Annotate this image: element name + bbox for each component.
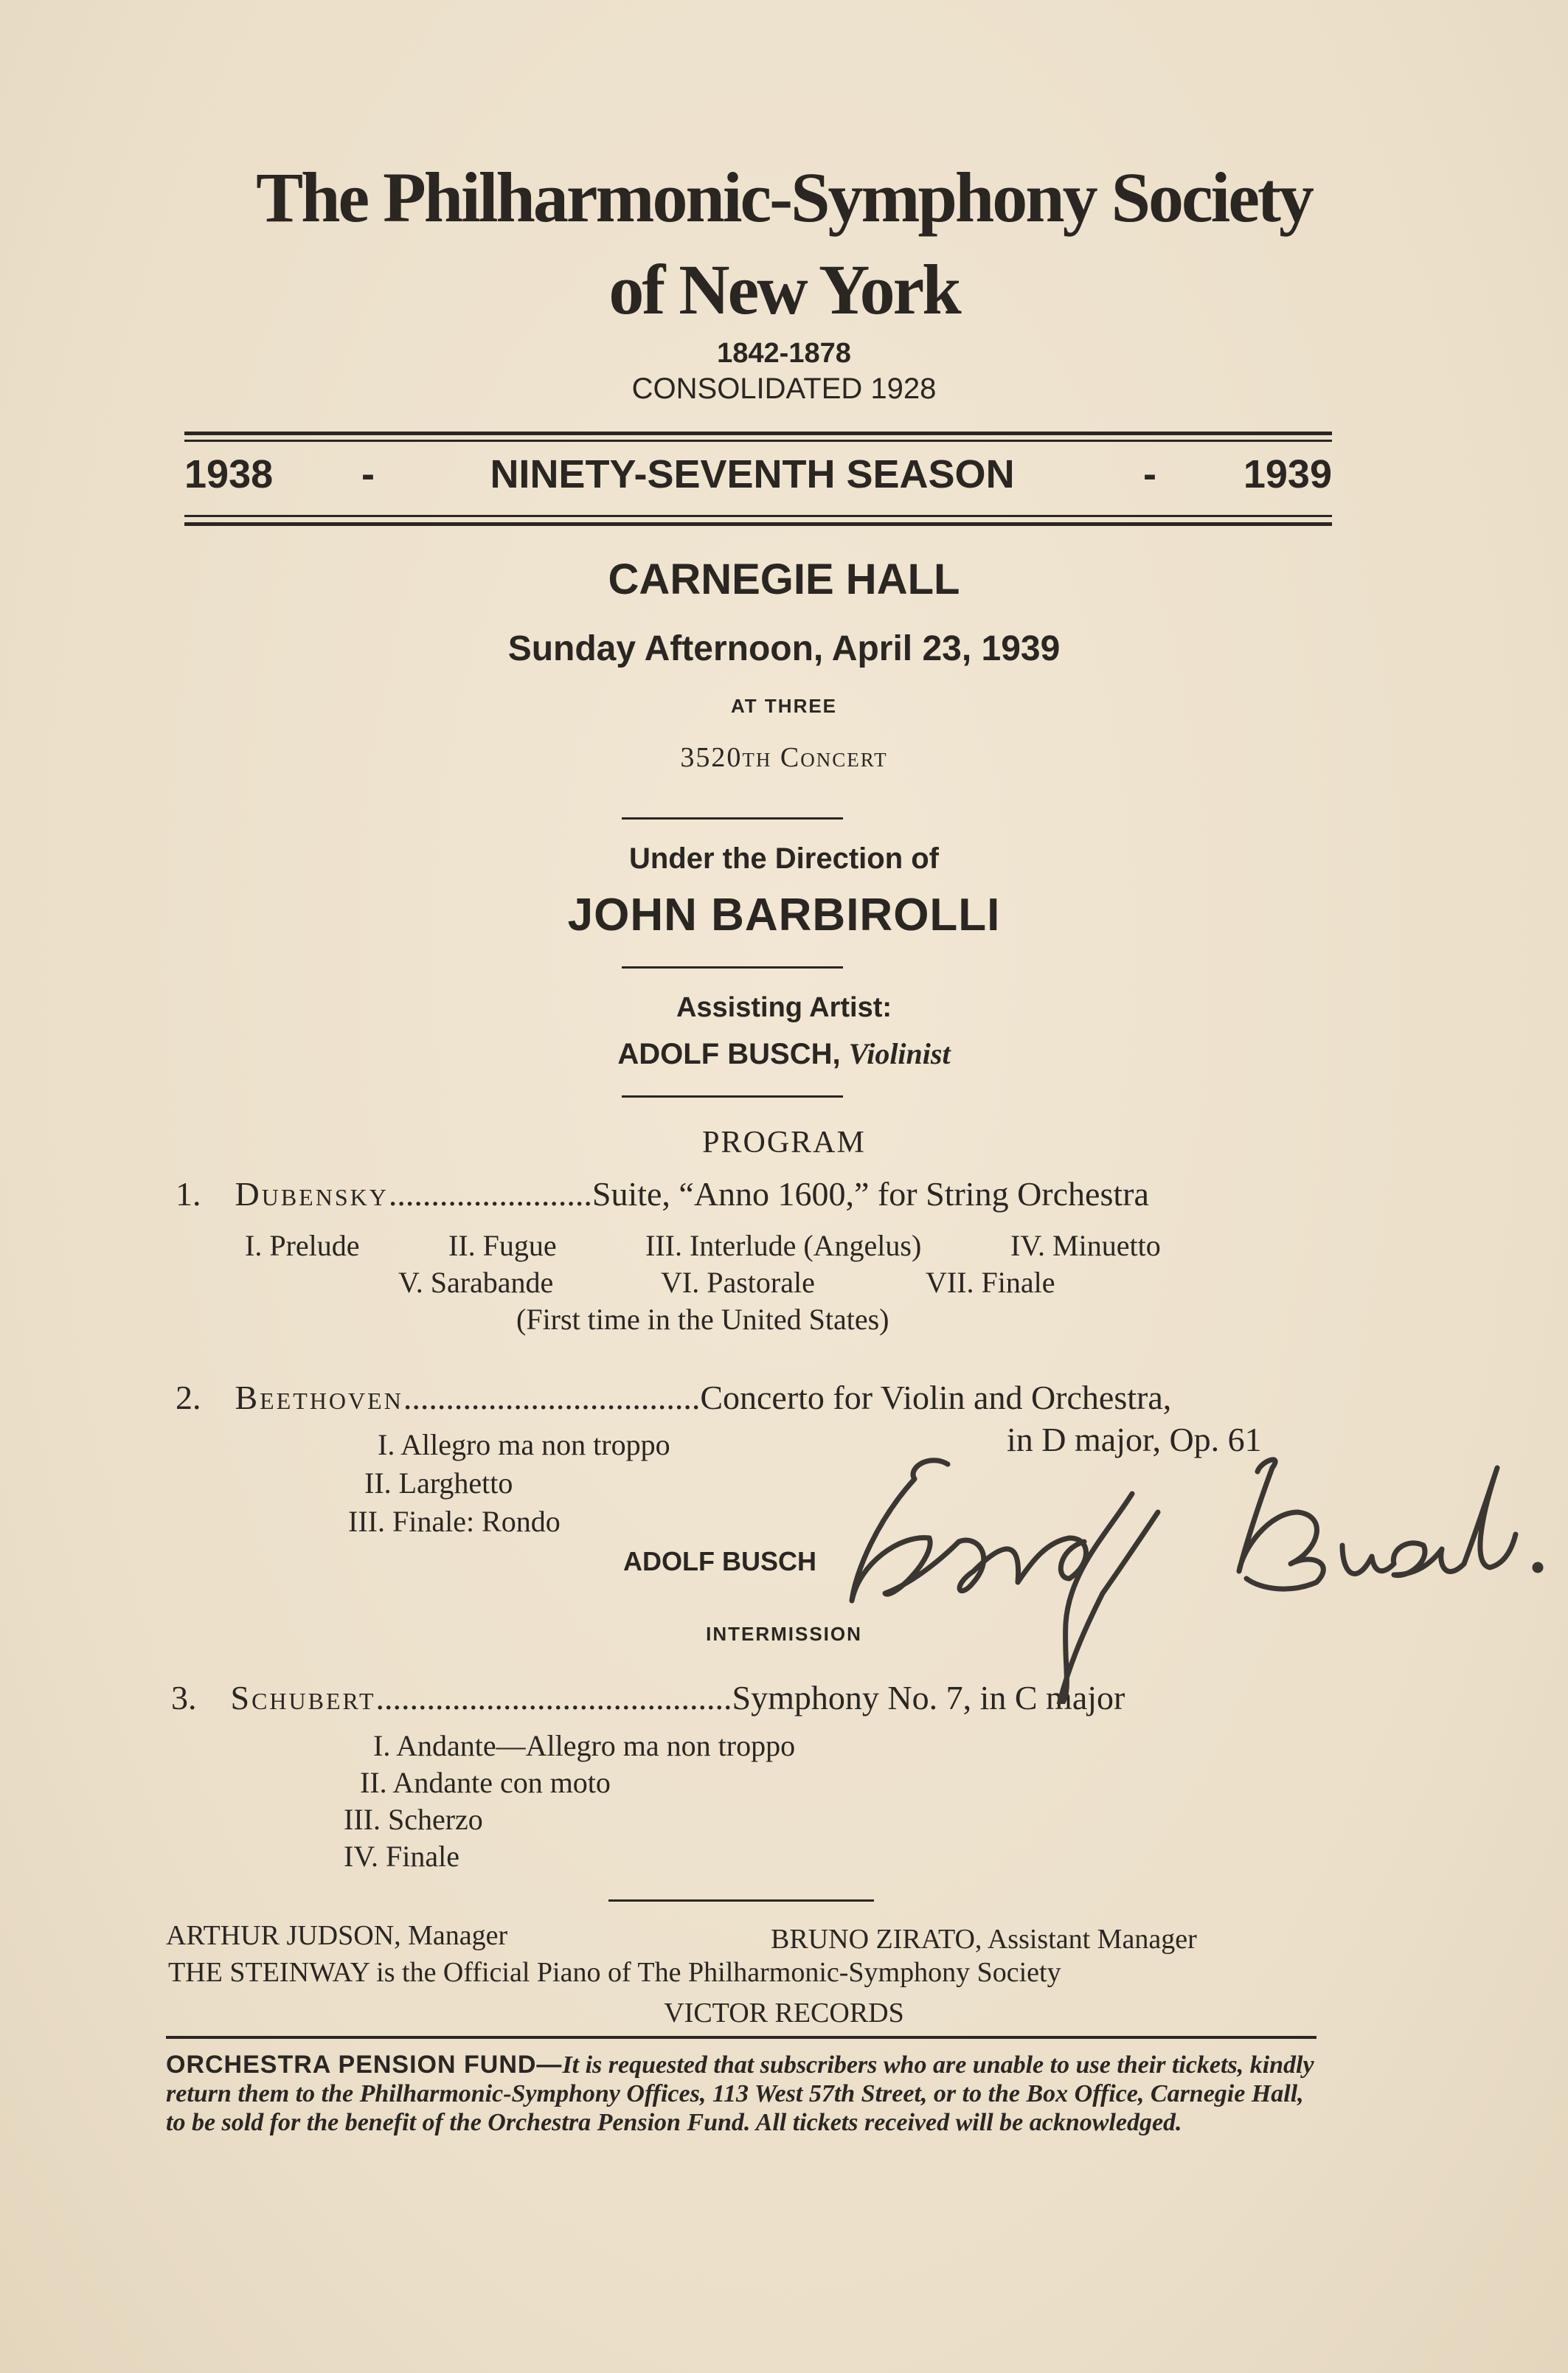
season-start-year: 1938 <box>184 452 274 496</box>
bottom-double-rule-b <box>184 522 1332 526</box>
divider <box>622 966 843 969</box>
season-band <box>184 451 1332 510</box>
composer: Dubensky <box>235 1175 389 1213</box>
records-note: VICTOR RECORDS <box>664 1998 904 2029</box>
conductor-name: JOHN BARBIROLLI <box>567 890 1001 940</box>
divider <box>622 1095 843 1098</box>
society-title-line2: of New York <box>608 250 960 329</box>
work-title: Concerto for Violin and Orchestra, <box>700 1379 1172 1416</box>
soloist-name: ADOLF BUSCH <box>623 1546 816 1576</box>
item-number: 1. <box>176 1175 201 1213</box>
assisting-artist <box>0 1036 1568 1071</box>
program-item-1 <box>176 1174 1149 1213</box>
concert-date: Sunday Afternoon, April 23, 1939 <box>507 629 1061 668</box>
piano-note: THE STEINWAY is the Official Piano of The Philharmonic-Symphony Society <box>168 1957 1061 1988</box>
movement: II. Fugue <box>448 1229 557 1262</box>
top-double-rule-a <box>184 432 1332 435</box>
item-number: 3. <box>171 1679 197 1716</box>
movement: III. Finale: Rondo <box>348 1505 561 1538</box>
assistant-manager-credit: BRUNO ZIRATO, Assistant Manager <box>771 1924 1197 1955</box>
work-key: in D major, Op. 61 <box>1007 1421 1262 1458</box>
dot-leader: ........................ <box>388 1175 592 1213</box>
dot-leader: ................................... <box>403 1379 701 1416</box>
movement: IV. Finale <box>344 1840 460 1873</box>
venue: CARNEGIE HALL <box>608 555 960 603</box>
intermission-label: INTERMISSION <box>706 1623 862 1645</box>
divider <box>622 817 843 820</box>
premiere-note: (First time in the United States) <box>516 1303 889 1336</box>
society-title-line1: The Philharmonic-Symphony Society <box>256 158 1312 237</box>
handwritten-signature <box>848 1453 1549 1704</box>
composer: Beethoven <box>235 1379 403 1416</box>
pension-text: It is requested that subscribers who are unable to use their tickets, kindly return them to the Philharmonic-Symphony Offices, 113 West 57th Street, or to the Box Office, Carnegie Hall, to be sold for the benefit of the Orchestra Pension Fund. All tickets received will be acknowledged. <box>166 2051 1314 2137</box>
direction-label: Under the Direction of <box>628 842 940 875</box>
movement: VI. Pastorale <box>661 1266 815 1299</box>
program-heading: PROGRAM <box>702 1126 866 1160</box>
work-title: Suite, “Anno 1600,” for String Orchestra <box>592 1175 1149 1213</box>
concert-time: AT THREE <box>730 695 838 717</box>
pension-notice <box>166 2051 1317 2137</box>
movement: III. Interlude (Angelus) <box>645 1229 922 1262</box>
movement: I. Prelude <box>245 1229 360 1262</box>
season-separator-right: - <box>1143 452 1156 496</box>
top-double-rule-b <box>184 440 1332 442</box>
movement: V. Sarabande <box>398 1266 554 1299</box>
movement: VII. Finale <box>926 1266 1055 1299</box>
movement: II. Andante con moto <box>360 1766 611 1799</box>
founding-years: 1842-1878 <box>717 338 851 369</box>
dot-leader: .......................................... <box>375 1679 732 1716</box>
footer-rule <box>166 2036 1317 2039</box>
season-label: NINETY-SEVENTH SEASON <box>490 452 1015 496</box>
season-end-year: 1939 <box>1243 452 1332 496</box>
program-item-2 <box>176 1378 1171 1417</box>
assisting-label: Assisting Artist: <box>676 992 892 1023</box>
manager-credit: ARTHUR JUDSON, Manager <box>166 1920 508 1951</box>
season-separator-left: - <box>361 452 375 496</box>
movement: I. Andante—Allegro ma non troppo <box>373 1729 796 1762</box>
pension-heading: ORCHESTRA PENSION FUND— <box>166 2051 563 2079</box>
composer: Schubert <box>230 1679 376 1716</box>
assisting-artist-name: ADOLF BUSCH, <box>617 1038 841 1070</box>
bottom-double-rule-a <box>184 515 1332 517</box>
signature-stroke-usch <box>1342 1468 1516 1576</box>
signature-stroke-adolf <box>852 1461 1086 1601</box>
signature-period <box>1535 1565 1541 1570</box>
signature-stroke-b <box>1239 1460 1323 1589</box>
work-title: Symphony No. 7, in C major <box>732 1679 1125 1716</box>
item-number: 2. <box>176 1379 201 1416</box>
concert-number: 3520th Concert <box>680 742 888 773</box>
movement: I. Allegro ma non troppo <box>378 1428 670 1461</box>
movement: III. Scherzo <box>344 1803 483 1836</box>
consolidated-note: CONSOLIDATED 1928 <box>631 373 937 405</box>
divider <box>608 1899 874 1902</box>
assisting-artist-role: Violinist <box>848 1037 951 1070</box>
signature-stroke-descender <box>1058 1494 1158 1704</box>
movement: IV. Minuetto <box>1010 1229 1161 1262</box>
movement: II. Larghetto <box>364 1466 513 1500</box>
